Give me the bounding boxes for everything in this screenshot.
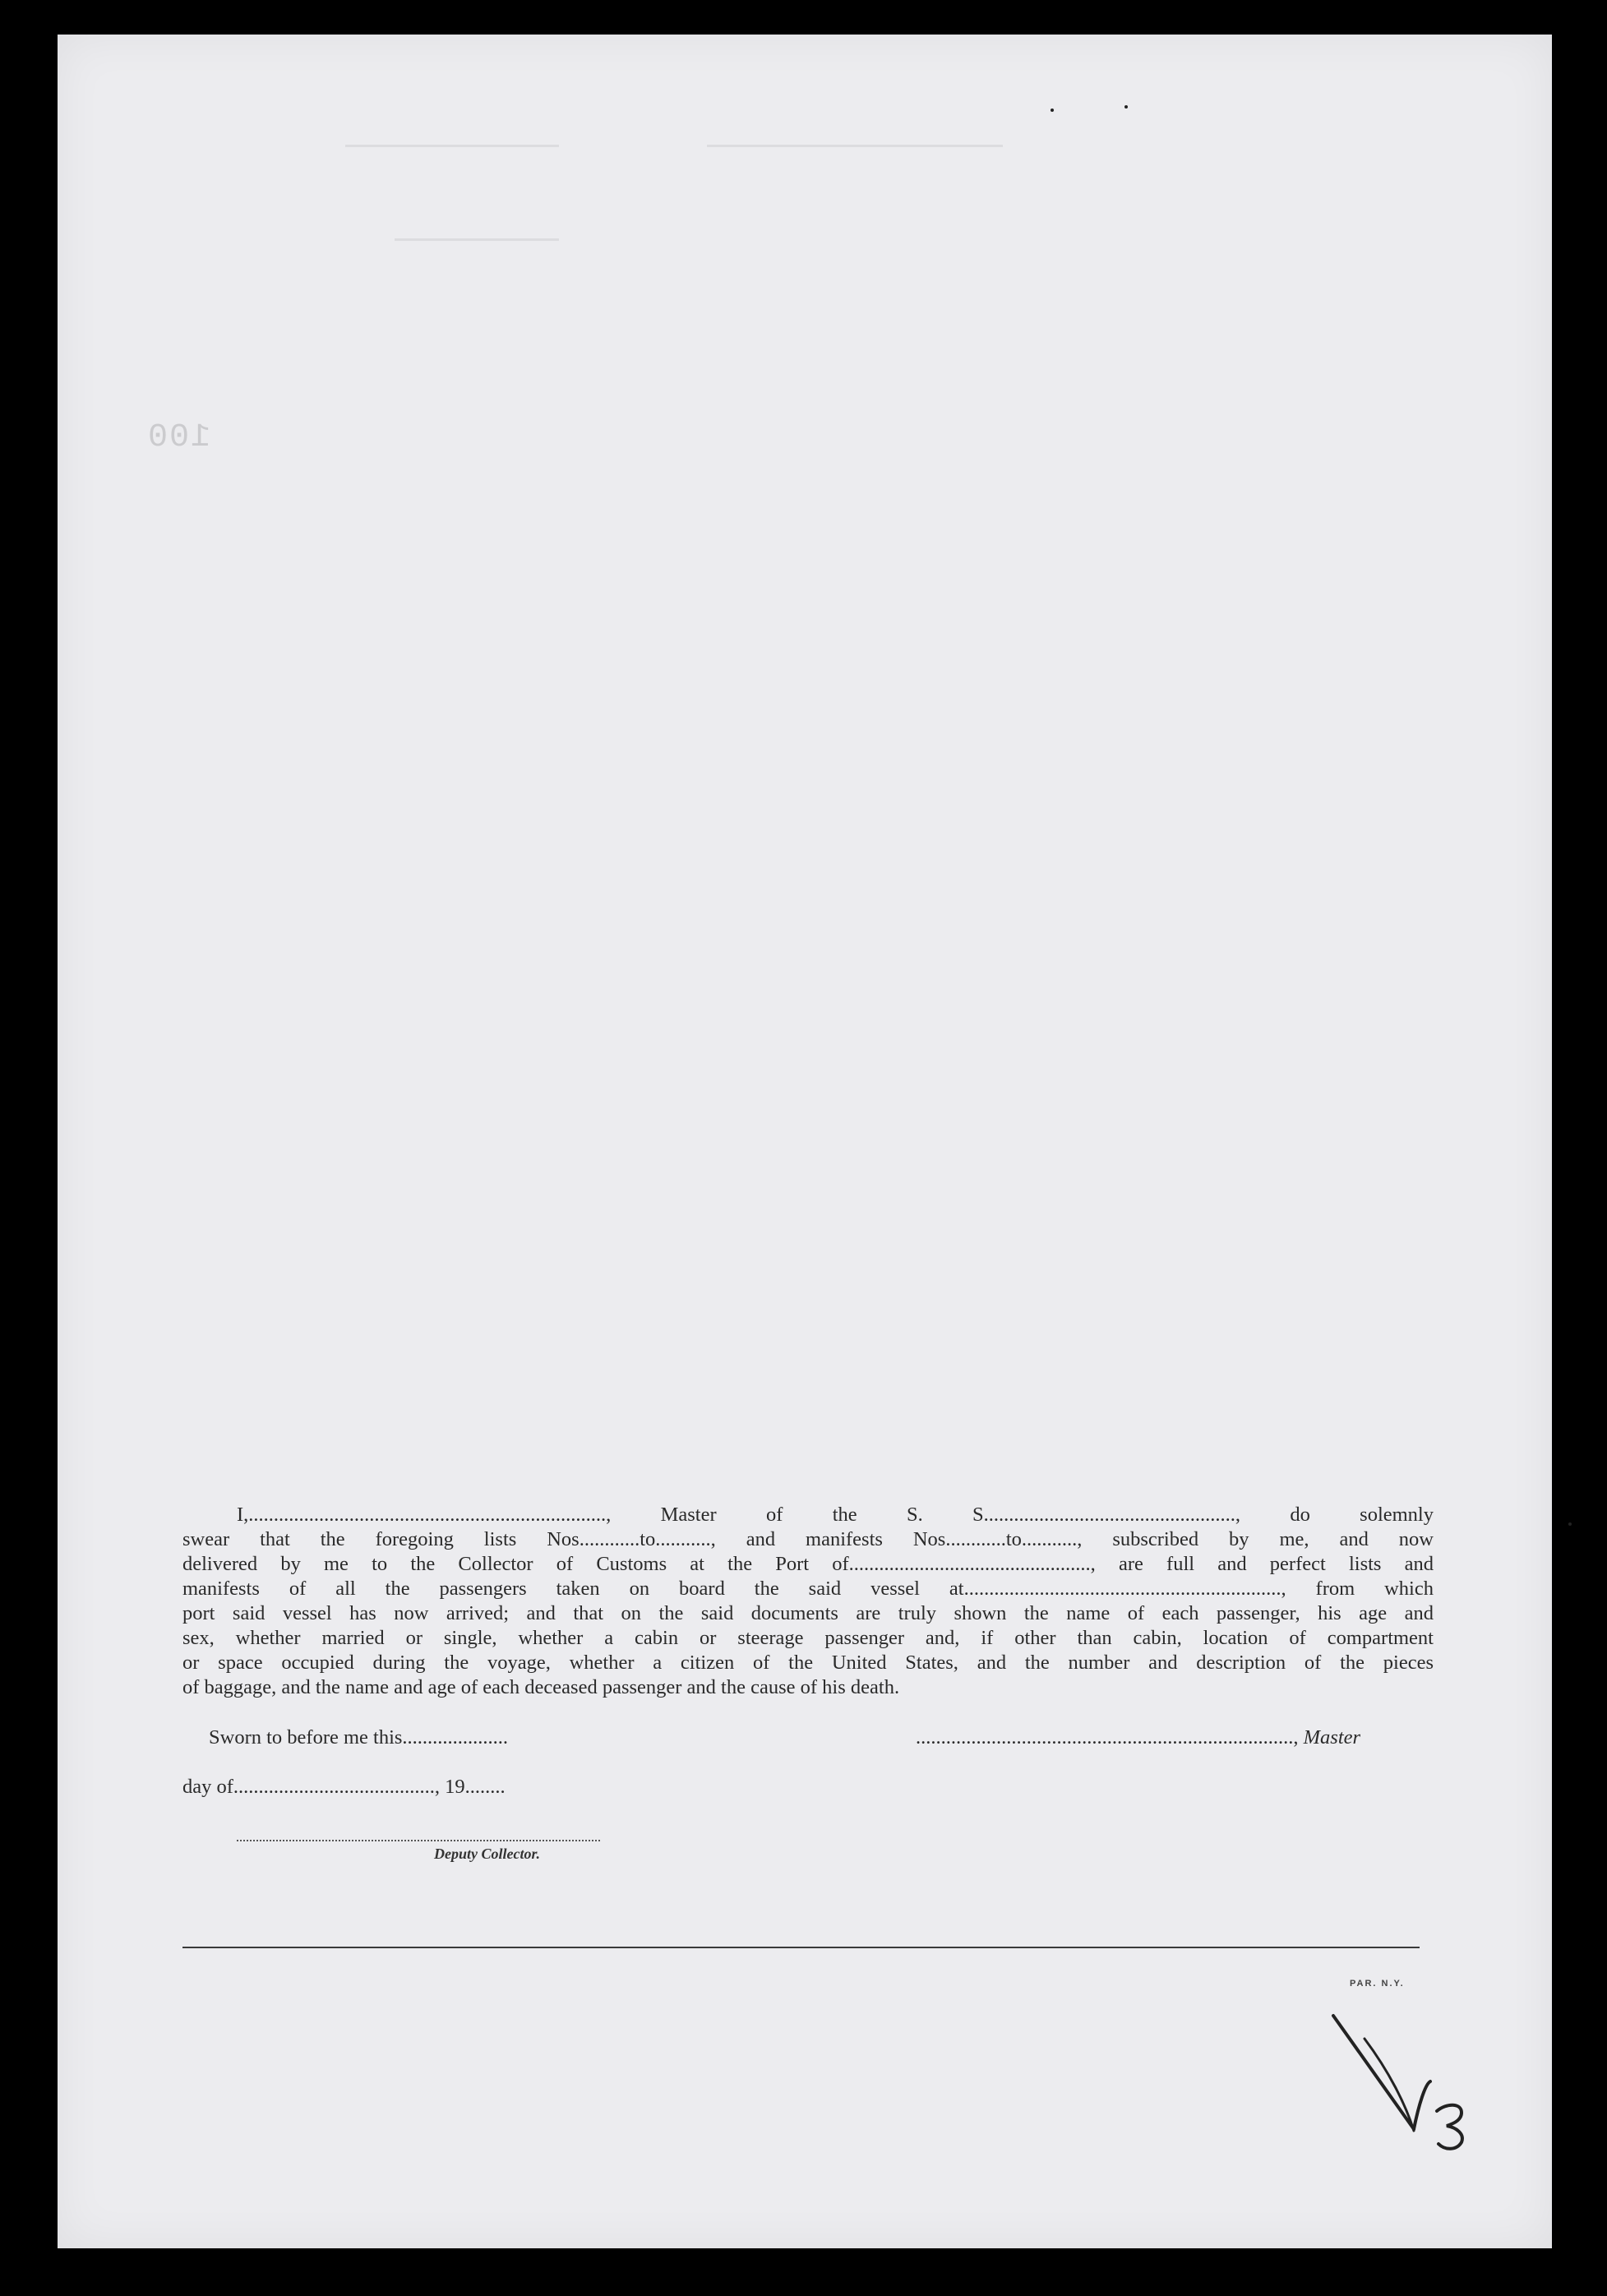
document-page <box>58 35 1552 2248</box>
oath-line: swear that the foregoing lists Nos............to..........., and manifests Nos............to..........., subscribed by me, and now <box>182 1528 1434 1550</box>
deputy-collector-label: Deputy Collector. <box>434 1846 540 1862</box>
show-through-stamp: 100 <box>146 419 211 456</box>
margin-dot <box>1124 105 1128 109</box>
master-signature-dots: ..........................................................................., <box>916 1726 1299 1749</box>
master-label: Master <box>1303 1726 1361 1749</box>
oath-line: I,......................................................................., Master of the S. S.................................................., do solemnly <box>237 1504 1434 1526</box>
master-signature-line <box>916 1726 1360 1749</box>
deputy-signature-line <box>237 1840 600 1841</box>
oath-line: delivered by me to the Collector of Customs at the Port of................................................, are full and perfect lists and <box>182 1553 1434 1575</box>
show-through-mark <box>395 238 559 241</box>
sworn-before-line: Sworn to before me this..................... <box>209 1726 509 1749</box>
oath-paragraph <box>182 1503 1434 1700</box>
oath-line: manifests of all the passengers taken on board the said vessel at..............................................................., from which <box>182 1578 1434 1600</box>
margin-dot <box>1568 1522 1572 1526</box>
show-through-mark <box>345 145 559 147</box>
handwritten-mark <box>1315 2006 1496 2170</box>
oath-line: sex, whether married or single, whether a cabin or steerage passenger and, if other than cabin, location of compartment <box>182 1627 1434 1649</box>
day-of-line: day of........................................, 19........ <box>182 1776 506 1798</box>
margin-dot <box>1051 109 1054 112</box>
oath-line: port said vessel has now arrived; and that on the said documents are truly shown the name of each passenger, his age and <box>182 1602 1434 1624</box>
printer-mark: PAR. N.Y. <box>1350 1979 1405 1989</box>
oath-line: or space occupied during the voyage, whether a citizen of the United States, and the number and description of the pieces <box>182 1652 1434 1674</box>
bottom-rule <box>182 1947 1420 1948</box>
show-through-mark <box>707 145 1003 147</box>
oath-line: of baggage, and the name and age of each deceased passenger and the cause of his death. <box>182 1676 900 1698</box>
